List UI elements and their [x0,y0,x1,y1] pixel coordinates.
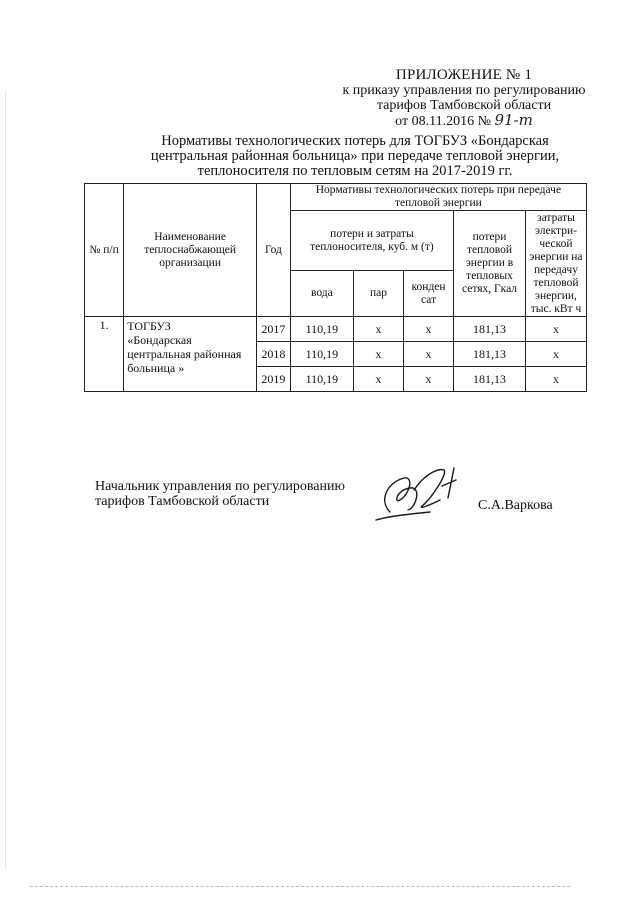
header-heat-loss: потери тепловой энергии в тепловых сетях, Гкал [454,211,526,317]
header-coolant-group: потери и затраты теплоносителя, куб. м (т) [290,211,453,271]
cell-condensate: х [404,317,454,342]
handwritten-signature [370,460,480,530]
cell-steam: х [353,367,403,392]
cell-steam: х [353,342,403,367]
header-year: Год [257,184,291,317]
appendix-date-line [330,113,598,129]
org-name-line-2: «Бондарская центральная районная больница » [127,333,242,375]
signatory-position [95,479,345,509]
header-water: вода [290,271,353,317]
header-steam: пар [353,271,403,317]
org-name [124,317,257,392]
cell-year: 2019 [257,367,291,392]
title-line-2: центральная районная больница» при передаче тепловой энергии, [150,148,560,164]
cell-condensate: х [404,342,454,367]
header-condensate: конден сат [404,271,454,317]
cell-heat-loss: 181,13 [454,367,526,392]
title-line-1: Нормативы технологических потерь для ТОГБУЗ «Бондарская [161,133,549,149]
cell-heat-loss: 181,13 [454,342,526,367]
position-line-2: тарифов Тамбовской области [95,494,270,509]
title-line-3: теплоносителя по тепловым сетям на 2017-2019 гг. [197,163,513,179]
cell-steam: х [353,317,403,342]
appendix-date: от 08.11.2016 № [395,114,491,129]
position-line-1: Начальник управления по регулированию [95,479,345,494]
cell-year: 2018 [257,342,291,367]
appendix-title: ПРИЛОЖЕНИЕ № 1 [395,67,533,83]
cell-year: 2017 [257,317,291,342]
appendix-line-region: тарифов Тамбовской области [376,98,552,113]
cell-electricity: х [525,317,586,342]
header-org: Наименование теплоснабжающей организации [124,184,257,317]
scan-edge-artifact [5,90,6,870]
scan-bottom-artifact [30,886,570,888]
appendix-header [330,68,598,129]
table-row [85,317,587,342]
cell-electricity: х [525,367,586,392]
header-group: Нормативы технологических потерь при передаче тепловой энергии [290,184,586,211]
document-title [135,134,575,179]
header-electricity: затраты электри-ческой энергии на передачу тепловой энергии, тыс. кВт ч [525,211,586,317]
cell-water: 110,19 [290,317,353,342]
header-num: № п/п [85,184,124,317]
row-number: 1. [85,317,124,392]
appendix-line-order: к приказу управления по регулированию [342,83,586,98]
cell-heat-loss: 181,13 [454,317,526,342]
cell-water: 110,19 [290,367,353,392]
signatory-name: С.А.Варкова [478,498,553,513]
standards-table [84,183,587,392]
cell-condensate: х [404,367,454,392]
order-number-handwritten: 91-т [494,111,533,129]
cell-electricity: х [525,342,586,367]
org-name-line-1: ТОГБУЗ [127,319,171,333]
cell-water: 110,19 [290,342,353,367]
